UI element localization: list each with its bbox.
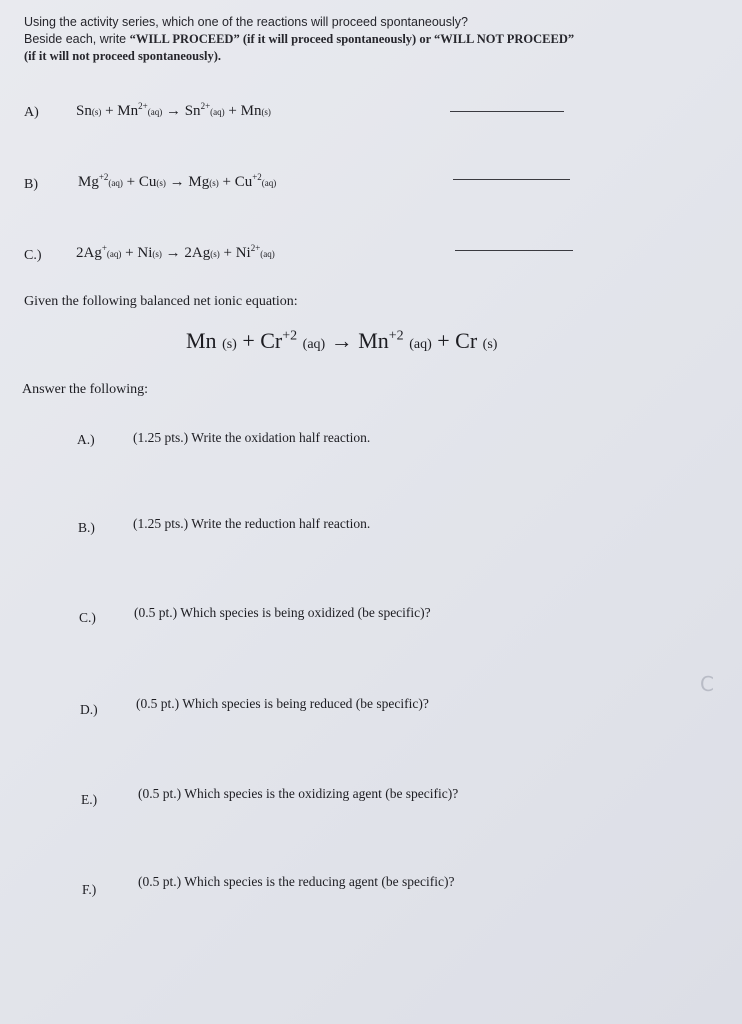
rx-b-cu: + Cu — [122, 174, 157, 190]
rx-a-state3: (aq) — [210, 107, 225, 117]
rx-a-product1: → Sn — [162, 103, 201, 119]
margin-pencil-mark: C — [700, 672, 714, 696]
eq-mn: Mn — [186, 328, 217, 353]
rx-c-product1: → 2Ag — [161, 245, 211, 261]
rx-a-product2: + Mn — [224, 103, 262, 119]
instruction-line-1: Using the activity series, which one of the reactions will proceed spontaneously? — [24, 15, 468, 29]
rx-a-state1: (s) — [91, 107, 102, 117]
reaction-c-label: C.) — [24, 248, 42, 263]
question-e-label: E.) — [81, 792, 98, 807]
rx-a-charge2: 2+ — [200, 101, 211, 111]
rx-a-charge1: 2+ — [138, 101, 148, 111]
reaction-b-equation — [78, 172, 276, 191]
rx-c-product2: + Ni — [219, 245, 251, 261]
rx-b-charge2: +2 — [252, 172, 262, 182]
rx-a-state4: (s) — [261, 107, 271, 117]
rx-c-ni: + Ni — [121, 245, 153, 261]
question-c-label: C.) — [79, 610, 96, 625]
rx-c-state2: (s) — [152, 249, 162, 259]
rx-c-state4: (aq) — [260, 249, 275, 259]
rx-b-state4: (aq) — [261, 178, 277, 188]
rx-c-charge1: + — [101, 243, 107, 253]
eq-arrow-mn: → Mn — [325, 328, 389, 353]
instruction-line-2-bold: “WILL PROCEED” (if it will proceed spontaneously) or “WILL NOT PROCEED” — [129, 32, 575, 46]
instruction-line-3: (if it will not proceed spontaneously). — [24, 49, 221, 63]
question-b-label: B.) — [78, 520, 95, 535]
rx-b-mg: Mg — [78, 174, 99, 190]
eq-state1: (s) — [222, 337, 237, 352]
reaction-b-answer-blank[interactable] — [453, 179, 570, 180]
reaction-b-label: B) — [24, 177, 38, 192]
rx-c-state1: (aq) — [106, 249, 122, 259]
rx-c-state3: (s) — [210, 249, 220, 259]
rx-a-sn: Sn — [76, 103, 92, 119]
reaction-c-equation — [76, 243, 275, 262]
rx-b-product2: + Cu — [218, 174, 253, 190]
eq-state2: (aq) — [302, 337, 326, 352]
eq-cr-product: + Cr — [431, 328, 478, 353]
reaction-a-label: A) — [24, 105, 39, 120]
given-heading: Given the following balanced net ionic equation: — [24, 294, 298, 309]
question-b-text: (1.25 pts.) Write the reduction half reaction. — [133, 516, 371, 531]
reaction-a-equation — [76, 101, 271, 120]
reaction-a-answer-blank[interactable] — [450, 111, 564, 112]
instruction-line-2 — [24, 31, 704, 48]
question-d-text: (0.5 pt.) Which species is being reduced (be specific)? — [136, 696, 429, 711]
answer-heading: Answer the following: — [22, 382, 148, 397]
instruction-line-2-lead: Beside each, write — [24, 32, 130, 46]
rx-b-state1: (aq) — [108, 178, 123, 188]
question-f-label: F.) — [82, 882, 97, 897]
reaction-c-answer-blank[interactable] — [455, 250, 573, 251]
rx-b-state2: (s) — [156, 178, 166, 188]
rx-b-product1: → Mg — [165, 174, 210, 190]
rx-c-ag: 2Ag — [76, 245, 102, 261]
question-a-label: A.) — [77, 432, 95, 447]
question-a-text: (1.25 pts.) Write the oxidation half reaction. — [133, 430, 371, 445]
eq-state3: (aq) — [409, 337, 432, 352]
question-e-text: (0.5 pt.) Which species is the oxidizing agent (be specific)? — [138, 786, 459, 801]
question-d-label: D.) — [80, 702, 98, 717]
eq-charge1: +2 — [282, 328, 298, 344]
eq-cr: + Cr — [236, 328, 283, 353]
eq-charge2: +2 — [388, 328, 404, 344]
rx-b-state3: (s) — [209, 178, 219, 188]
rx-a-mn: + Mn — [101, 103, 139, 119]
eq-state4: (s) — [482, 337, 498, 352]
question-c-text: (0.5 pt.) Which species is being oxidized (be specific)? — [134, 605, 431, 620]
net-ionic-equation — [186, 328, 497, 354]
question-f-text: (0.5 pt.) Which species is the reducing agent (be specific)? — [138, 874, 455, 889]
rx-a-state2: (aq) — [147, 107, 163, 117]
instructions — [24, 14, 704, 65]
rx-b-charge1: +2 — [98, 172, 109, 182]
rx-c-charge2: 2+ — [250, 243, 261, 253]
